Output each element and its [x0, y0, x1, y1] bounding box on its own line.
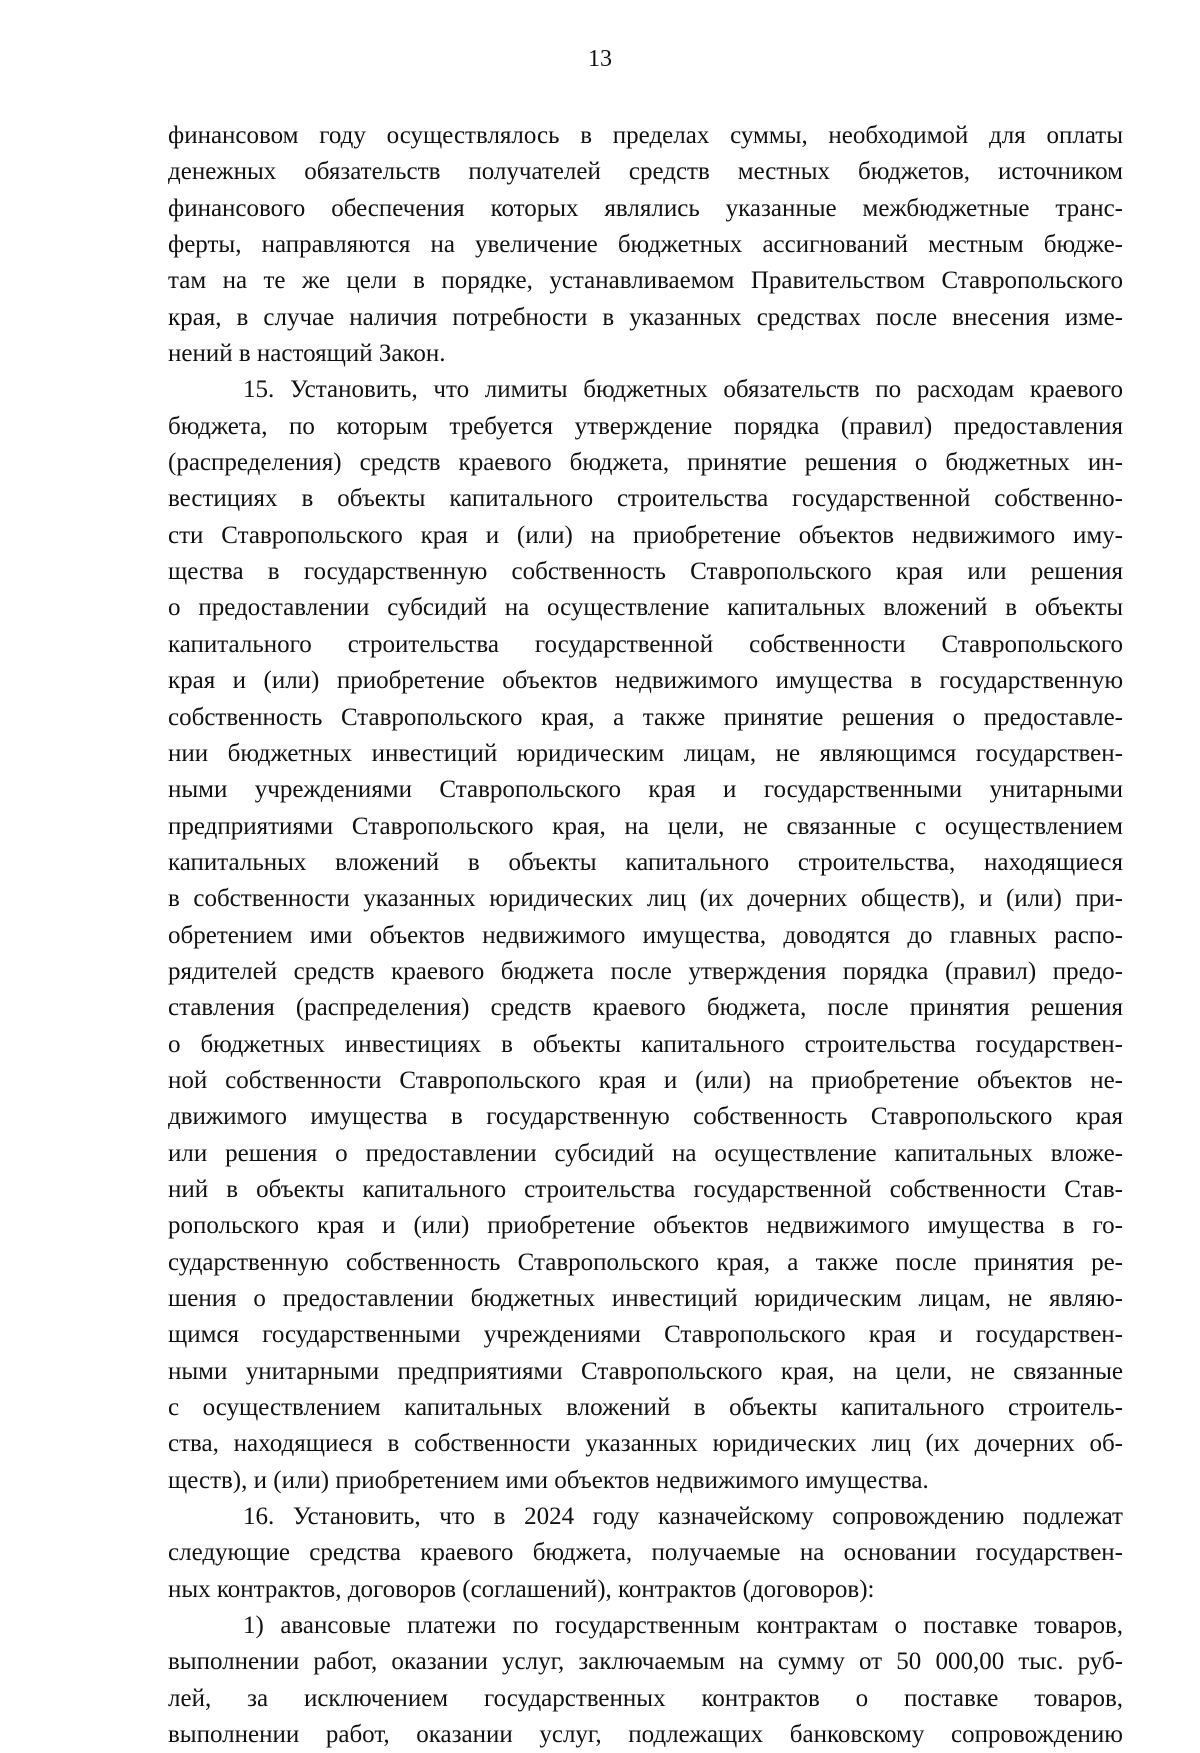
text-line: или решения о предоставлении субсидий на осуществление капитальных вложе-	[168, 1139, 1123, 1167]
text-line: щимся государственными учреждениями Ставропольского края и государствен-	[168, 1321, 1123, 1349]
text-line: в собственности указанных юридических лиц (их дочерних обществ), и (или) при-	[168, 885, 1123, 913]
text-line: следующие средства краевого бюджета, получаемые на основании государствен-	[168, 1539, 1123, 1567]
text-line: ства, находящиеся в собственности указанных юридических лиц (их дочерних об-	[168, 1430, 1123, 1458]
text-line: ной собственности Ставропольского края и (или) на приобретение объектов не-	[168, 1066, 1123, 1094]
text-line: ных контрактов, договоров (соглашений), контрактов (договоров):	[168, 1575, 875, 1603]
text-line: сти Ставропольского края и (или) на приобретение объектов недвижимого иму-	[168, 521, 1123, 549]
page-number: 13	[588, 46, 612, 72]
text-line: щества в государственную собственность Ставропольского края или решения	[168, 558, 1123, 586]
text-line: денежных обязательств получателей средств местных бюджетов, источником	[168, 158, 1123, 186]
text-line: капитального строительства государственной собственности Ставропольского	[168, 630, 1123, 658]
text-line: движимого имущества в государственную собственность Ставропольского края	[168, 1103, 1123, 1131]
text-line: там на те же цели в порядке, устанавливаемом Правительством Ставропольского	[168, 267, 1123, 295]
text-line: 16. Установить, что в 2024 году казначейскому сопровождению подлежат	[243, 1503, 1123, 1531]
text-line: выполнении работ, оказании услуг, подлежащих банковскому сопровождению	[168, 1721, 1123, 1749]
text-line: лей, за исключением государственных контрактов о поставке товаров,	[168, 1684, 1123, 1712]
text-line: (распределения) средств краевого бюджета, принятие решения о бюджетных ин-	[168, 449, 1123, 477]
text-line: ний в объекты капитального строительства государственной собственности Став-	[168, 1175, 1123, 1203]
text-line: ными унитарными предприятиями Ставропольского края, на цели, не связанные	[168, 1357, 1123, 1385]
text-line: сударственную собственность Ставропольского края, а также после принятия ре-	[168, 1248, 1123, 1276]
text-line: выполнении работ, оказании услуг, заключаемым на сумму от 50 000,00 тыс. руб-	[168, 1648, 1123, 1676]
text-line: с осуществлением капитальных вложений в объекты капитального строитель-	[168, 1394, 1123, 1422]
text-line: вестициях в объекты капитального строительства государственной собственно-	[168, 485, 1123, 513]
text-line: нии бюджетных инвестиций юридическим лицам, не являющимся государствен-	[168, 739, 1123, 767]
text-line: шения о предоставлении бюджетных инвестиций юридическим лицам, не являю-	[168, 1285, 1123, 1312]
text-line: края, в случае наличия потребности в указанных средствах после внесения изме-	[168, 303, 1123, 331]
text-line: рядителей средств краевого бюджета после утверждения порядка (правил) предо-	[168, 957, 1123, 985]
text-line: ставления (распределения) средств краевого бюджета, после принятия решения	[168, 994, 1123, 1022]
text-line: 15. Установить, что лимиты бюджетных обязательств по расходам краевого	[243, 376, 1123, 404]
body-text	[168, 118, 1123, 1753]
text-line: нений в настоящий Закон.	[168, 340, 446, 368]
text-line: капитальных вложений в объекты капитального строительства, находящиеся	[168, 848, 1123, 876]
text-line: края и (или) приобретение объектов недвижимого имущества в государственную	[168, 667, 1123, 695]
text-line: предприятиями Ставропольского края, на цели, не связанные с осуществлением	[168, 812, 1123, 840]
text-line: финансовом году осуществлялось в пределах суммы, необходимой для оплаты	[168, 122, 1123, 149]
text-line: 1) авансовые платежи по государственным контрактам о поставке товаров,	[243, 1612, 1123, 1640]
text-line: ществ), и (или) приобретением ими объектов недвижимого имущества.	[168, 1466, 929, 1494]
text-line: о предоставлении субсидий на осуществление капитальных вложений в объекты	[168, 594, 1123, 622]
text-line: о бюджетных инвестициях в объекты капитального строительства государствен-	[168, 1030, 1123, 1058]
text-line: ропольского края и (или) приобретение объектов недвижимого имущества в го-	[168, 1212, 1123, 1240]
text-line: ными учреждениями Ставропольского края и государственными унитарными	[168, 776, 1123, 804]
text-line: финансового обеспечения которых являлись указанные межбюджетные транс-	[168, 194, 1123, 222]
text-line: ферты, направляются на увеличение бюджетных ассигнований местным бюдже-	[168, 231, 1123, 259]
text-line: бюджета, по которым требуется утверждение порядка (правил) предоставления	[168, 412, 1123, 440]
text-line: собственность Ставропольского края, а также принятие решения о предоставле-	[168, 703, 1123, 731]
text-line: обретением ими объектов недвижимого имущества, доводятся до главных распо-	[168, 921, 1123, 949]
